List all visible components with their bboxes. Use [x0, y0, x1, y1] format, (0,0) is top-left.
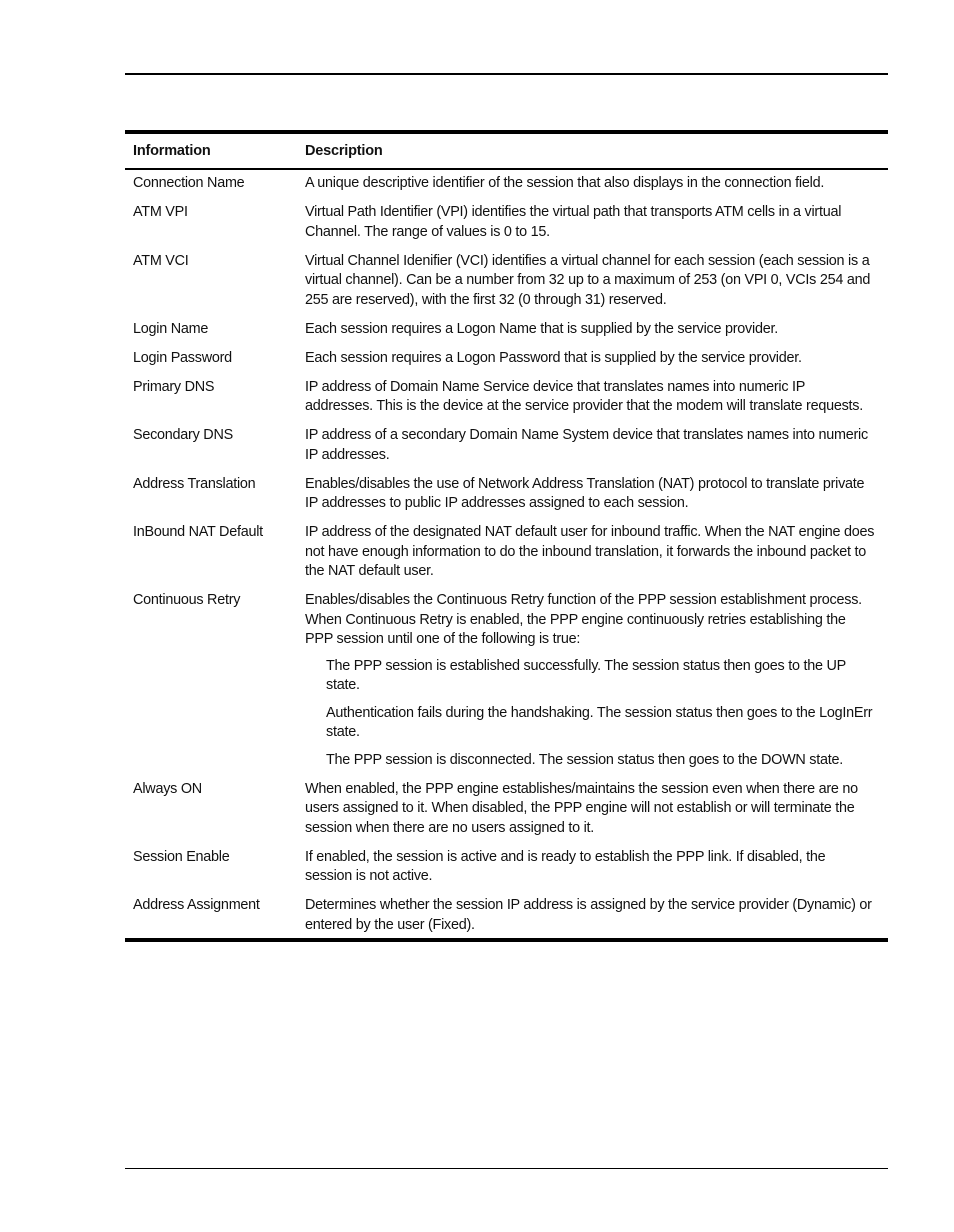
table-row — [125, 320, 888, 340]
table-row — [125, 426, 888, 465]
row-description: IP address of Domain Name Service device that translates names into numeric IP addresses. This is the device at the service provider that the modem will translate requests. — [305, 378, 863, 414]
row-description: Each session requires a Logon Name that is supplied by the service provider. — [305, 320, 778, 337]
condition-item: The PPP session is established successfully. The session status then goes to the UP state. — [326, 657, 846, 693]
row-description: If enabled, the session is active and is ready to establish the PPP link. If disabled, the session is not active. — [305, 848, 826, 884]
table-row — [125, 252, 888, 311]
row-description: Virtual Path Identifier (VPI) identifies the virtual path that transports ATM cells in a virtual Channel. The range of values is 0 to 15. — [305, 204, 842, 240]
row-information: ATM VPI — [133, 204, 188, 220]
row-description: Enables/disables the Continuous Retry function of the PPP session establishment process. When Continuous Retry is enabled, the PPP engine continuously retries establishing the PPP session until one of the following is true: — [305, 592, 862, 647]
table-row — [125, 203, 888, 242]
row-information: Login Name — [133, 320, 209, 337]
row-description: IP address of a secondary Domain Name System device that translates names into numeric IP addresses. — [305, 427, 868, 463]
table-row — [125, 848, 888, 887]
row-description: When enabled, the PPP engine establishes/maintains the session even when there are no users assigned to it. When disabled, the PPP engine will not establish or will terminate the session when there are no users assigned to it. — [305, 780, 858, 836]
row-description-group — [305, 591, 880, 770]
row-description: A unique descriptive identifier of the session that also displays in the connection field. — [305, 175, 825, 191]
row-information: Address Translation — [133, 475, 256, 492]
condition-item: Authentication fails during the handshaking. The session status then goes to the LogInErr state. — [326, 704, 873, 740]
table-body — [125, 170, 888, 938]
table-row — [125, 780, 888, 839]
header-information: Information — [133, 143, 211, 159]
header-rule — [125, 73, 888, 75]
row-information: Secondary DNS — [133, 427, 233, 443]
table-row — [125, 523, 888, 582]
row-description: IP address of the designated NAT default user for inbound traffic. When the NAT engine does not have enough information to do the inbound translation, it forwards the inbound packet to the NAT default user. — [305, 524, 875, 579]
row-information: Address Assignment — [133, 897, 260, 913]
row-information: Continuous Retry — [133, 592, 241, 608]
row-information: Always ON — [133, 780, 202, 797]
table-row — [125, 475, 888, 514]
table-row — [125, 896, 888, 935]
row-description: Enables/disables the use of Network Address Translation (NAT) protocol to translate private IP addresses to public IP addresses assigned to each session. — [305, 475, 865, 511]
table-row — [125, 349, 888, 369]
row-information: Session Enable — [133, 848, 230, 865]
row-information: Login Password — [133, 349, 232, 366]
table-row — [125, 378, 888, 417]
condition-item: The PPP session is disconnected. The session status then goes to the DOWN state. — [326, 751, 843, 768]
footer-rule — [125, 1168, 888, 1169]
row-information: Primary DNS — [133, 378, 215, 395]
row-description: Determines whether the session IP address is assigned by the service provider (Dynamic) or entered by the user (Fixed). — [305, 897, 872, 933]
table-row — [125, 174, 888, 194]
row-information: Connection Name — [133, 175, 245, 191]
table-header — [125, 134, 888, 170]
row-description: Each session requires a Logon Password that is supplied by the service provider. — [305, 349, 802, 366]
row-description: Virtual Channel Idenifier (VCI) identifies a virtual channel for each session (each session is a virtual channel). Can be a number from 32 up to a maximum of 253 (on VPI 0, VCIs 254 and 255 are reserved), with the first 32 (0 through 31) reserved. — [305, 252, 871, 308]
row-information: InBound NAT Default — [133, 524, 263, 540]
header-description: Description — [305, 143, 383, 159]
table-row — [125, 591, 888, 770]
information-table — [125, 130, 888, 942]
row-information: ATM VCI — [133, 252, 189, 269]
